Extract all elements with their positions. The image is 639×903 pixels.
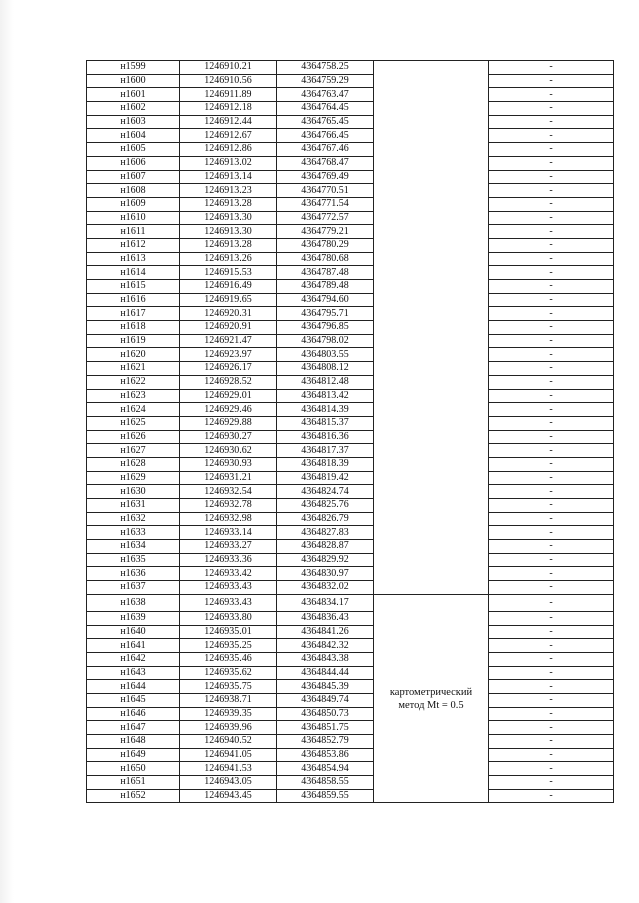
accuracy-cell: -: [489, 789, 614, 803]
x-coordinate-cell: 1246941.05: [180, 748, 277, 762]
y-coordinate-cell: 4364854.94: [277, 762, 374, 776]
point-name-cell: н1624: [87, 403, 180, 417]
x-coordinate-cell: 1246913.30: [180, 225, 277, 239]
accuracy-cell: -: [489, 375, 614, 389]
point-name-cell: н1623: [87, 389, 180, 403]
y-coordinate-cell: 4364845.39: [277, 680, 374, 694]
x-coordinate-cell: 1246939.35: [180, 707, 277, 721]
table-row: [87, 680, 614, 694]
y-coordinate-cell: 4364853.86: [277, 748, 374, 762]
table-row: [87, 748, 614, 762]
y-coordinate-cell: 4364819.42: [277, 471, 374, 485]
accuracy-cell: -: [489, 762, 614, 776]
accuracy-cell: -: [489, 115, 614, 129]
x-coordinate-cell: 1246935.75: [180, 680, 277, 694]
y-coordinate-cell: 4364834.17: [277, 594, 374, 611]
table-row: [87, 307, 614, 321]
point-name-cell: н1637: [87, 581, 180, 595]
y-coordinate-cell: 4364794.60: [277, 293, 374, 307]
x-coordinate-cell: 1246933.14: [180, 526, 277, 540]
table-row: [87, 581, 614, 595]
accuracy-cell: -: [489, 170, 614, 184]
x-coordinate-cell: 1246943.05: [180, 776, 277, 790]
accuracy-cell: -: [489, 197, 614, 211]
point-name-cell: н1634: [87, 540, 180, 554]
table-row: [87, 693, 614, 707]
y-coordinate-cell: 4364813.42: [277, 389, 374, 403]
point-name-cell: н1620: [87, 348, 180, 362]
x-coordinate-cell: 1246939.96: [180, 721, 277, 735]
y-coordinate-cell: 4364827.83: [277, 526, 374, 540]
point-name-cell: н1612: [87, 238, 180, 252]
point-name-cell: н1651: [87, 776, 180, 790]
point-name-cell: н1628: [87, 457, 180, 471]
accuracy-cell: -: [489, 581, 614, 595]
point-name-cell: н1604: [87, 129, 180, 143]
point-name-cell: н1629: [87, 471, 180, 485]
table-row: [87, 115, 614, 129]
accuracy-cell: -: [489, 403, 614, 417]
y-coordinate-cell: 4364771.54: [277, 197, 374, 211]
point-name-cell: н1633: [87, 526, 180, 540]
coordinates-table: [86, 60, 614, 803]
table-row: [87, 61, 614, 75]
y-coordinate-cell: 4364798.02: [277, 334, 374, 348]
table-row: [87, 238, 614, 252]
table-row: [87, 444, 614, 458]
point-name-cell: н1621: [87, 362, 180, 376]
x-coordinate-cell: 1246913.28: [180, 197, 277, 211]
table-row: [87, 389, 614, 403]
point-name-cell: н1599: [87, 61, 180, 75]
table-row: [87, 184, 614, 198]
table-row: [87, 721, 614, 735]
x-coordinate-cell: 1246933.36: [180, 553, 277, 567]
y-coordinate-cell: 4364780.29: [277, 238, 374, 252]
table-row: [87, 129, 614, 143]
y-coordinate-cell: 4364787.48: [277, 266, 374, 280]
x-coordinate-cell: 1246932.54: [180, 485, 277, 499]
point-name-cell: н1638: [87, 594, 180, 611]
table-row: [87, 666, 614, 680]
accuracy-cell: -: [489, 129, 614, 143]
y-coordinate-cell: 4364825.76: [277, 499, 374, 513]
accuracy-cell: -: [489, 652, 614, 666]
y-coordinate-cell: 4364803.55: [277, 348, 374, 362]
point-name-cell: н1635: [87, 553, 180, 567]
table-row: [87, 334, 614, 348]
y-coordinate-cell: 4364780.68: [277, 252, 374, 266]
table-row: [87, 526, 614, 540]
table-row: [87, 143, 614, 157]
point-name-cell: н1609: [87, 197, 180, 211]
accuracy-cell: -: [489, 457, 614, 471]
x-coordinate-cell: 1246919.65: [180, 293, 277, 307]
x-coordinate-cell: 1246930.62: [180, 444, 277, 458]
x-coordinate-cell: 1246929.46: [180, 403, 277, 417]
accuracy-cell: -: [489, 625, 614, 639]
accuracy-cell: -: [489, 225, 614, 239]
table-row: [87, 639, 614, 653]
table-row: [87, 211, 614, 225]
point-name-cell: н1605: [87, 143, 180, 157]
y-coordinate-cell: 4364841.26: [277, 625, 374, 639]
accuracy-cell: -: [489, 748, 614, 762]
x-coordinate-cell: 1246923.97: [180, 348, 277, 362]
point-name-cell: н1643: [87, 666, 180, 680]
point-name-cell: н1632: [87, 512, 180, 526]
point-name-cell: н1642: [87, 652, 180, 666]
x-coordinate-cell: 1246910.56: [180, 74, 277, 88]
point-name-cell: н1617: [87, 307, 180, 321]
table-row: [87, 88, 614, 102]
point-name-cell: н1606: [87, 156, 180, 170]
y-coordinate-cell: 4364850.73: [277, 707, 374, 721]
y-coordinate-cell: 4364759.29: [277, 74, 374, 88]
y-coordinate-cell: 4364766.45: [277, 129, 374, 143]
table-row: [87, 225, 614, 239]
table-row: [87, 416, 614, 430]
x-coordinate-cell: 1246932.78: [180, 499, 277, 513]
table-row: [87, 485, 614, 499]
y-coordinate-cell: 4364789.48: [277, 280, 374, 294]
table-row: [87, 348, 614, 362]
y-coordinate-cell: 4364844.44: [277, 666, 374, 680]
x-coordinate-cell: 1246926.17: [180, 362, 277, 376]
x-coordinate-cell: 1246929.88: [180, 416, 277, 430]
y-coordinate-cell: 4364832.02: [277, 581, 374, 595]
table-row: [87, 625, 614, 639]
y-coordinate-cell: 4364812.48: [277, 375, 374, 389]
x-coordinate-cell: 1246913.26: [180, 252, 277, 266]
accuracy-cell: -: [489, 485, 614, 499]
table-row: [87, 776, 614, 790]
table-row: [87, 567, 614, 581]
table-row: [87, 540, 614, 554]
table-row: [87, 735, 614, 749]
x-coordinate-cell: 1246912.44: [180, 115, 277, 129]
point-name-cell: н1615: [87, 280, 180, 294]
accuracy-cell: -: [489, 553, 614, 567]
x-coordinate-cell: 1246913.14: [180, 170, 277, 184]
point-name-cell: н1641: [87, 639, 180, 653]
x-coordinate-cell: 1246943.45: [180, 789, 277, 803]
table-row: [87, 197, 614, 211]
accuracy-cell: -: [489, 156, 614, 170]
accuracy-cell: -: [489, 348, 614, 362]
table-row: [87, 102, 614, 116]
table-row: [87, 652, 614, 666]
accuracy-cell: -: [489, 321, 614, 335]
table-row: [87, 375, 614, 389]
y-coordinate-cell: 4364758.25: [277, 61, 374, 75]
accuracy-cell: -: [489, 430, 614, 444]
point-name-cell: н1649: [87, 748, 180, 762]
y-coordinate-cell: 4364830.97: [277, 567, 374, 581]
y-coordinate-cell: 4364836.43: [277, 611, 374, 625]
accuracy-cell: -: [489, 252, 614, 266]
accuracy-cell: -: [489, 211, 614, 225]
accuracy-cell: -: [489, 102, 614, 116]
x-coordinate-cell: 1246913.28: [180, 238, 277, 252]
x-coordinate-cell: 1246913.23: [180, 184, 277, 198]
y-coordinate-cell: 4364814.39: [277, 403, 374, 417]
coordinates-table-body: [87, 61, 614, 803]
y-coordinate-cell: 4364765.45: [277, 115, 374, 129]
y-coordinate-cell: 4364768.47: [277, 156, 374, 170]
y-coordinate-cell: 4364767.46: [277, 143, 374, 157]
accuracy-cell: -: [489, 293, 614, 307]
accuracy-cell: -: [489, 61, 614, 75]
accuracy-cell: -: [489, 471, 614, 485]
point-name-cell: н1644: [87, 680, 180, 694]
point-name-cell: н1619: [87, 334, 180, 348]
point-name-cell: н1631: [87, 499, 180, 513]
table-row: [87, 362, 614, 376]
method-cell: [374, 61, 489, 595]
point-name-cell: н1610: [87, 211, 180, 225]
accuracy-cell: -: [489, 266, 614, 280]
x-coordinate-cell: 1246940.52: [180, 735, 277, 749]
table-row: [87, 170, 614, 184]
x-coordinate-cell: 1246913.02: [180, 156, 277, 170]
table-row: [87, 321, 614, 335]
y-coordinate-cell: 4364779.21: [277, 225, 374, 239]
y-coordinate-cell: 4364828.87: [277, 540, 374, 554]
point-name-cell: н1600: [87, 74, 180, 88]
point-name-cell: н1607: [87, 170, 180, 184]
point-name-cell: н1608: [87, 184, 180, 198]
accuracy-cell: -: [489, 639, 614, 653]
accuracy-cell: -: [489, 666, 614, 680]
x-coordinate-cell: 1246933.43: [180, 594, 277, 611]
x-coordinate-cell: 1246933.27: [180, 540, 277, 554]
x-coordinate-cell: 1246933.80: [180, 611, 277, 625]
x-coordinate-cell: 1246932.98: [180, 512, 277, 526]
x-coordinate-cell: 1246920.31: [180, 307, 277, 321]
point-name-cell: н1640: [87, 625, 180, 639]
point-name-cell: н1646: [87, 707, 180, 721]
table-row: [87, 707, 614, 721]
table-row: [87, 594, 614, 611]
point-name-cell: н1602: [87, 102, 180, 116]
y-coordinate-cell: 4364795.71: [277, 307, 374, 321]
table-row: [87, 553, 614, 567]
y-coordinate-cell: 4364817.37: [277, 444, 374, 458]
y-coordinate-cell: 4364826.79: [277, 512, 374, 526]
table-row: [87, 512, 614, 526]
table-row: [87, 430, 614, 444]
x-coordinate-cell: 1246911.89: [180, 88, 277, 102]
accuracy-cell: -: [489, 707, 614, 721]
table-row: [87, 789, 614, 803]
y-coordinate-cell: 4364859.55: [277, 789, 374, 803]
x-coordinate-cell: 1246912.18: [180, 102, 277, 116]
x-coordinate-cell: 1246912.86: [180, 143, 277, 157]
y-coordinate-cell: 4364763.47: [277, 88, 374, 102]
accuracy-cell: -: [489, 334, 614, 348]
point-name-cell: н1630: [87, 485, 180, 499]
x-coordinate-cell: 1246915.53: [180, 266, 277, 280]
scan-shadow-edge: [0, 0, 14, 903]
accuracy-cell: -: [489, 307, 614, 321]
accuracy-cell: -: [489, 184, 614, 198]
table-row: [87, 403, 614, 417]
table-row: [87, 293, 614, 307]
method-cell: картометрический метод Mt = 0.5: [374, 594, 489, 803]
x-coordinate-cell: 1246935.62: [180, 666, 277, 680]
table-row: [87, 611, 614, 625]
y-coordinate-cell: 4364808.12: [277, 362, 374, 376]
x-coordinate-cell: 1246910.21: [180, 61, 277, 75]
x-coordinate-cell: 1246930.27: [180, 430, 277, 444]
accuracy-cell: -: [489, 721, 614, 735]
y-coordinate-cell: 4364796.85: [277, 321, 374, 335]
point-name-cell: н1611: [87, 225, 180, 239]
y-coordinate-cell: 4364818.39: [277, 457, 374, 471]
point-name-cell: н1613: [87, 252, 180, 266]
x-coordinate-cell: 1246935.01: [180, 625, 277, 639]
x-coordinate-cell: 1246928.52: [180, 375, 277, 389]
point-name-cell: н1601: [87, 88, 180, 102]
y-coordinate-cell: 4364824.74: [277, 485, 374, 499]
accuracy-cell: -: [489, 280, 614, 294]
accuracy-cell: -: [489, 735, 614, 749]
table-row: [87, 457, 614, 471]
table-row: [87, 266, 614, 280]
x-coordinate-cell: 1246938.71: [180, 693, 277, 707]
table-row: [87, 471, 614, 485]
accuracy-cell: -: [489, 567, 614, 581]
accuracy-cell: -: [489, 594, 614, 611]
point-name-cell: н1650: [87, 762, 180, 776]
accuracy-cell: -: [489, 389, 614, 403]
x-coordinate-cell: 1246912.67: [180, 129, 277, 143]
y-coordinate-cell: 4364764.45: [277, 102, 374, 116]
point-name-cell: н1603: [87, 115, 180, 129]
x-coordinate-cell: 1246921.47: [180, 334, 277, 348]
accuracy-cell: -: [489, 776, 614, 790]
point-name-cell: н1627: [87, 444, 180, 458]
accuracy-cell: -: [489, 74, 614, 88]
table-row: [87, 499, 614, 513]
point-name-cell: н1639: [87, 611, 180, 625]
accuracy-cell: -: [489, 512, 614, 526]
y-coordinate-cell: 4364851.75: [277, 721, 374, 735]
point-name-cell: н1618: [87, 321, 180, 335]
x-coordinate-cell: 1246916.49: [180, 280, 277, 294]
accuracy-cell: -: [489, 526, 614, 540]
y-coordinate-cell: 4364816.36: [277, 430, 374, 444]
accuracy-cell: -: [489, 680, 614, 694]
accuracy-cell: -: [489, 693, 614, 707]
x-coordinate-cell: 1246929.01: [180, 389, 277, 403]
accuracy-cell: -: [489, 416, 614, 430]
point-name-cell: н1648: [87, 735, 180, 749]
point-name-cell: н1626: [87, 430, 180, 444]
table-row: [87, 280, 614, 294]
accuracy-cell: -: [489, 540, 614, 554]
accuracy-cell: -: [489, 238, 614, 252]
accuracy-cell: -: [489, 143, 614, 157]
x-coordinate-cell: 1246931.21: [180, 471, 277, 485]
y-coordinate-cell: 4364858.55: [277, 776, 374, 790]
point-name-cell: н1647: [87, 721, 180, 735]
y-coordinate-cell: 4364852.79: [277, 735, 374, 749]
accuracy-cell: -: [489, 362, 614, 376]
point-name-cell: н1625: [87, 416, 180, 430]
point-name-cell: н1622: [87, 375, 180, 389]
table-row: [87, 762, 614, 776]
x-coordinate-cell: 1246933.42: [180, 567, 277, 581]
accuracy-cell: -: [489, 611, 614, 625]
accuracy-cell: -: [489, 88, 614, 102]
point-name-cell: н1645: [87, 693, 180, 707]
y-coordinate-cell: 4364842.32: [277, 639, 374, 653]
x-coordinate-cell: 1246930.93: [180, 457, 277, 471]
table-row: [87, 252, 614, 266]
y-coordinate-cell: 4364849.74: [277, 693, 374, 707]
x-coordinate-cell: 1246935.25: [180, 639, 277, 653]
y-coordinate-cell: 4364829.92: [277, 553, 374, 567]
accuracy-cell: -: [489, 444, 614, 458]
table-row: [87, 74, 614, 88]
x-coordinate-cell: 1246935.46: [180, 652, 277, 666]
y-coordinate-cell: 4364769.49: [277, 170, 374, 184]
y-coordinate-cell: 4364843.38: [277, 652, 374, 666]
point-name-cell: н1636: [87, 567, 180, 581]
y-coordinate-cell: 4364770.51: [277, 184, 374, 198]
point-name-cell: н1616: [87, 293, 180, 307]
y-coordinate-cell: 4364815.37: [277, 416, 374, 430]
point-name-cell: н1614: [87, 266, 180, 280]
x-coordinate-cell: 1246920.91: [180, 321, 277, 335]
table-row: [87, 156, 614, 170]
y-coordinate-cell: 4364772.57: [277, 211, 374, 225]
accuracy-cell: -: [489, 499, 614, 513]
x-coordinate-cell: 1246941.53: [180, 762, 277, 776]
point-name-cell: н1652: [87, 789, 180, 803]
x-coordinate-cell: 1246933.43: [180, 581, 277, 595]
x-coordinate-cell: 1246913.30: [180, 211, 277, 225]
